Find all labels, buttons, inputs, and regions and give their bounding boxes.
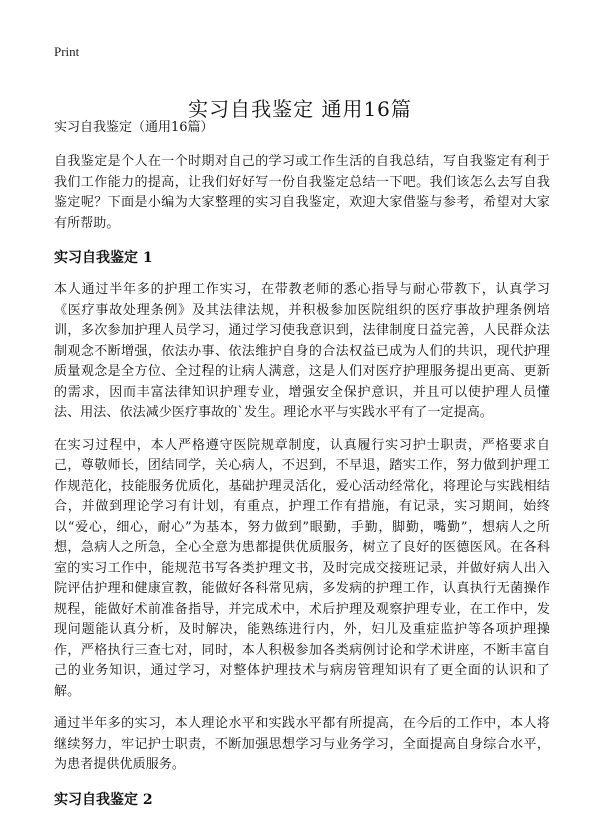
page-title: 实习自我鉴定 通用16篇 <box>188 97 412 122</box>
print-link[interactable]: Print <box>54 44 80 59</box>
document-subtitle: 实习自我鉴定（通用16篇） <box>54 120 214 135</box>
document-body <box>54 118 550 822</box>
section1-paragraph-1: 本人通过半年多的护理工作实习，在带教老师的悉心指导与耐心带教下，认真学习《医疗事故处理条例》及其法律法规，并积极参加医院组织的医疗事故护理条例培训，多次参加护理人员学习，通过学习使我意识到，法律制度日益完善，人民群众法制观念不断增强，依法办事、依法维护自身的合法权益已成为人们的共识，现代护理质量观念是全方位、全过程的让病人满意，这是人们对医疗护理服务提出更高、更新的需求，因而丰富法律知识护理专业，增强安全保护意识，并且可以使护理人员懂法、用法、依法减少医疗事故的`发生。理论水平与实践水平有了一定提高。 <box>54 282 550 420</box>
intro-paragraph: 自我鉴定是个人在一个时期对自己的学习或工作生活的自我总结，写自我鉴定有利于我们工作能力的提高，让我们好好写一份自我鉴定总结一下吧。我们该怎么去写自我鉴定呢？下面是小编为大家整理的实习自我鉴定，欢迎大家借鉴与参考，希望对大家有所帮助。 <box>54 154 550 231</box>
section-heading-2: 实习自我鉴定 2 <box>54 791 153 808</box>
section-heading-1: 实习自我鉴定 1 <box>54 250 153 266</box>
section1-paragraph-2: 在实习过程中，本人严格遵守医院规章制度，认真履行实习护士职责，严格要求自己，尊敬师长，团结同学，关心病人，不迟到，不早退，踏实工作，努力做到护理工作规范化，技能服务优质化，基础护理灵活化，爱心活动经常化，将理论与实践相结合，并做到理论学习有计划，有重点，护理工作有措施，有记录，实习期间，始终以“爱心，细心，耐心”为基本，努力做到”眼勤，手勤，脚勤，嘴勤”，想病人之所想，急病人之所急，全心全意为患都提供优质服务，树立了良好的医德医风。在各科室的实习工作中，能规范书写各类护理文书，及时完成交接班记录，并做好病人出入院评估护理和健康宣教，能做好各科常见病，多发病的护理工作，认真执行无菌操作规程，能做好术前准备指导，并完成术中，术后护理及观察护理专业，在工作中，发现问题能认真分析，及时解决，能熟练进行内，外，妇儿及重症监护等各项护理操作，严格执行三查七对，同时，本人积极参加各类病例讨论和学术讲座，不断丰富自己的业务知识，通过学习，对整体护理技术与病房管理知识有了更全面的认识和了解。 <box>54 437 550 699</box>
section1-paragraph-3: 通过半年多的实习，本人理论水平和实践水平都有所提高，在今后的工作中，本人将继续努力，牢记护士职责，不断加强思想学习与业务学习，全面提高自身综合水平，为患者提供优质服务。 <box>54 716 550 772</box>
